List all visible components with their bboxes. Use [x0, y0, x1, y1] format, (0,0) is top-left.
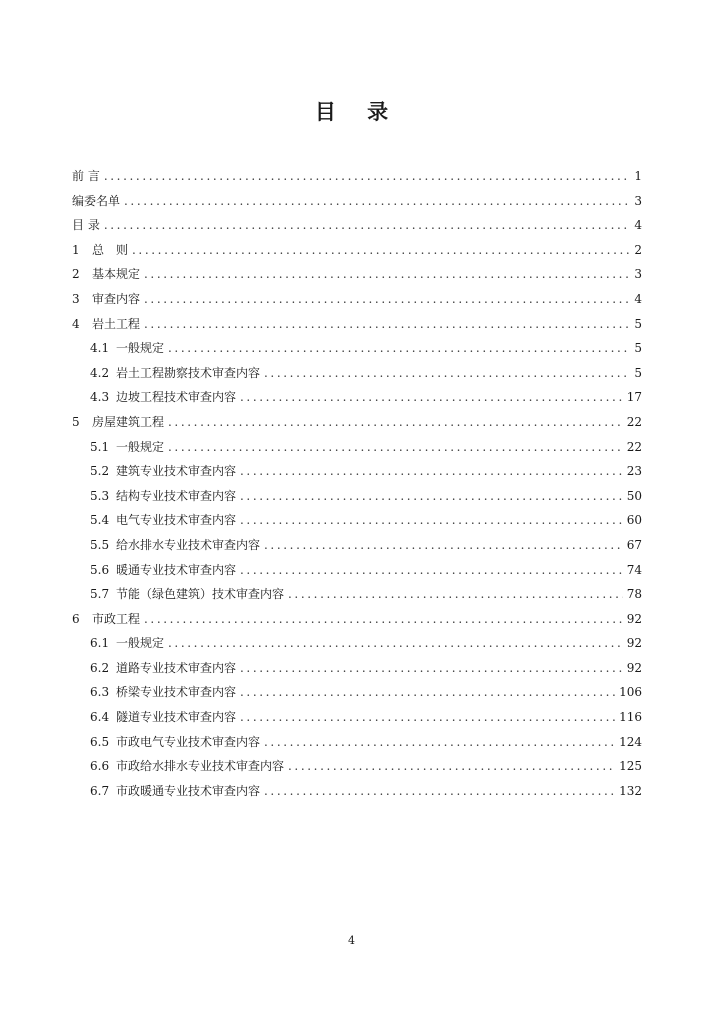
toc-entry-page: 92	[626, 611, 642, 626]
toc-dot-leader	[240, 508, 623, 533]
toc-entry-number: 5.2	[90, 464, 110, 479]
toc-entry[interactable]	[72, 213, 642, 238]
toc-entry-number: 4	[72, 316, 80, 331]
toc-dot-leader	[264, 533, 623, 558]
toc-dot-leader	[104, 164, 631, 189]
toc-entry-number: 6	[72, 611, 80, 626]
toc-entry-number: 5.4	[90, 513, 110, 528]
toc-entry-label: 审查内容	[92, 291, 141, 306]
toc-entry[interactable]	[72, 607, 642, 632]
toc-dot-leader	[240, 459, 623, 484]
toc-entry-page: 23	[626, 464, 642, 479]
toc-entry[interactable]	[72, 262, 642, 287]
toc-entry-number: 6.3	[90, 685, 110, 700]
toc-entry-number: 5	[72, 414, 80, 429]
toc-entry-label: 目 录	[72, 218, 100, 233]
toc-entry-label: 市政电气专业技术审查内容	[116, 734, 261, 749]
toc-entry-page: 50	[626, 488, 642, 503]
toc-dot-leader	[240, 705, 615, 730]
toc-dot-leader	[240, 385, 623, 410]
toc-entry-page: 116	[619, 710, 642, 725]
toc-entry-number: 6.5	[90, 734, 110, 749]
toc-entry-page: 125	[619, 759, 642, 774]
toc-entry-label: 结构专业技术审查内容	[116, 488, 237, 503]
toc-entry-page: 78	[626, 587, 642, 602]
toc-entry[interactable]	[72, 779, 642, 804]
toc-entry-label: 前 言	[72, 169, 100, 183]
toc-entry-number: 5.3	[90, 488, 110, 503]
toc-dot-leader	[144, 607, 623, 632]
toc-entry[interactable]	[72, 656, 642, 681]
toc-entry-label: 总 则	[92, 242, 129, 257]
toc-entry[interactable]	[72, 189, 642, 214]
toc-entry-page: 4	[634, 218, 642, 233]
toc-dot-leader	[240, 484, 623, 509]
toc-entry-label: 道路专业技术审查内容	[116, 660, 237, 675]
toc-entry-page: 124	[619, 734, 642, 749]
toc-entry-page: 5	[634, 341, 642, 356]
toc-entry-label: 建筑专业技术审查内容	[116, 464, 237, 479]
toc-entry-page: 22	[626, 414, 642, 429]
toc-entry-label: 边坡工程技术审查内容	[116, 390, 237, 405]
toc-entry-number: 6.2	[90, 660, 110, 675]
toc-entry[interactable]	[72, 385, 642, 410]
toc-entry-page: 3	[634, 193, 642, 208]
toc-entry-number: 1	[72, 242, 80, 257]
toc-entry-page: 60	[626, 513, 642, 528]
toc-entry-page: 67	[626, 537, 642, 552]
toc-dot-leader	[168, 435, 623, 460]
toc-entry-page: 5	[634, 365, 642, 380]
toc-entry-page: 1	[634, 169, 642, 183]
toc-entry-number: 6.6	[90, 759, 110, 774]
toc-entry[interactable]	[72, 312, 642, 337]
toc-entry-number: 6.1	[90, 636, 110, 651]
toc-entry-number: 5.6	[90, 562, 110, 577]
toc-dot-leader	[104, 213, 631, 238]
toc-entry-page: 4	[634, 291, 642, 306]
toc-entry[interactable]	[72, 631, 642, 656]
toc-entry-page: 3	[634, 267, 642, 282]
toc-entry-number: 4.1	[90, 341, 110, 356]
toc-entry-label: 一般规定	[116, 636, 165, 651]
toc-entry[interactable]	[72, 582, 642, 607]
toc-entry[interactable]	[72, 361, 642, 386]
toc-entry-label: 市政工程	[92, 611, 141, 626]
toc-dot-leader	[264, 779, 615, 804]
table-of-contents	[72, 164, 642, 803]
toc-entry-label: 给水排水专业技术审查内容	[116, 537, 261, 552]
toc-entry[interactable]	[72, 164, 642, 189]
toc-dot-leader	[168, 410, 623, 435]
toc-entry-page: 2	[634, 242, 642, 257]
toc-entry[interactable]	[72, 558, 642, 583]
toc-dot-leader	[288, 754, 615, 779]
toc-entry-page: 74	[626, 562, 642, 577]
toc-entry-page: 106	[619, 685, 642, 700]
toc-entry-number: 6.4	[90, 710, 110, 725]
toc-dot-leader	[240, 656, 623, 681]
toc-entry-label: 隧道专业技术审查内容	[116, 710, 237, 725]
toc-entry[interactable]	[72, 410, 642, 435]
toc-entry-label: 房屋建筑工程	[92, 414, 165, 429]
toc-entry[interactable]	[72, 459, 642, 484]
toc-entry-number: 5.7	[90, 587, 110, 602]
toc-dot-leader	[144, 312, 630, 337]
toc-entry-number: 5.5	[90, 537, 110, 552]
toc-entry-label: 一般规定	[116, 439, 165, 454]
toc-entry-number: 2	[72, 267, 80, 282]
toc-entry-label: 市政给水排水专业技术审查内容	[116, 759, 285, 774]
toc-dot-leader	[240, 558, 623, 583]
toc-dot-leader	[124, 189, 630, 214]
toc-dot-leader	[168, 336, 630, 361]
page-number: 4	[348, 934, 355, 947]
toc-entry[interactable]	[72, 484, 642, 509]
toc-dot-leader	[144, 262, 630, 287]
toc-entry[interactable]	[72, 508, 642, 533]
toc-dot-leader	[132, 238, 630, 263]
toc-entry-label: 编委名单	[72, 193, 121, 208]
toc-entry-page: 92	[626, 636, 642, 651]
toc-dot-leader	[240, 680, 615, 705]
toc-entry-label: 电气专业技术审查内容	[116, 513, 237, 528]
toc-dot-leader	[288, 582, 623, 607]
toc-entry-number: 4.3	[90, 390, 110, 405]
toc-dot-leader	[168, 631, 623, 656]
toc-entry-page: 5	[634, 316, 642, 331]
toc-entry[interactable]	[72, 680, 642, 705]
toc-entry[interactable]	[72, 705, 642, 730]
toc-entry-number: 3	[72, 291, 80, 306]
toc-entry[interactable]	[72, 336, 642, 361]
toc-entry-page: 132	[619, 783, 642, 798]
toc-entry-label: 节能（绿色建筑）技术审查内容	[116, 587, 285, 602]
toc-entry-label: 基本规定	[92, 267, 141, 282]
toc-entry[interactable]	[72, 730, 642, 755]
toc-dot-leader	[264, 361, 630, 386]
toc-entry-label: 岩土工程勘察技术审查内容	[116, 365, 261, 380]
toc-entry[interactable]	[72, 533, 642, 558]
toc-entry[interactable]	[72, 754, 642, 779]
toc-entry-label: 一般规定	[116, 341, 165, 356]
toc-entry-page: 17	[626, 390, 642, 405]
toc-entry[interactable]	[72, 238, 642, 263]
toc-entry-label: 桥梁专业技术审查内容	[116, 685, 237, 700]
toc-entry-label: 暖通专业技术审查内容	[116, 562, 237, 577]
page-title: 目 录	[314, 100, 401, 124]
toc-entry-number: 6.7	[90, 783, 110, 798]
toc-entry-page: 22	[626, 439, 642, 454]
toc-entry-number: 4.2	[90, 365, 110, 380]
toc-entry-label: 市政暖通专业技术审查内容	[116, 783, 261, 798]
toc-entry-label: 岩土工程	[92, 316, 141, 331]
toc-entry[interactable]	[72, 287, 642, 312]
toc-entry-page: 92	[626, 660, 642, 675]
toc-dot-leader	[144, 287, 630, 312]
toc-entry[interactable]	[72, 435, 642, 460]
toc-entry-number: 5.1	[90, 439, 110, 454]
toc-dot-leader	[264, 730, 615, 755]
